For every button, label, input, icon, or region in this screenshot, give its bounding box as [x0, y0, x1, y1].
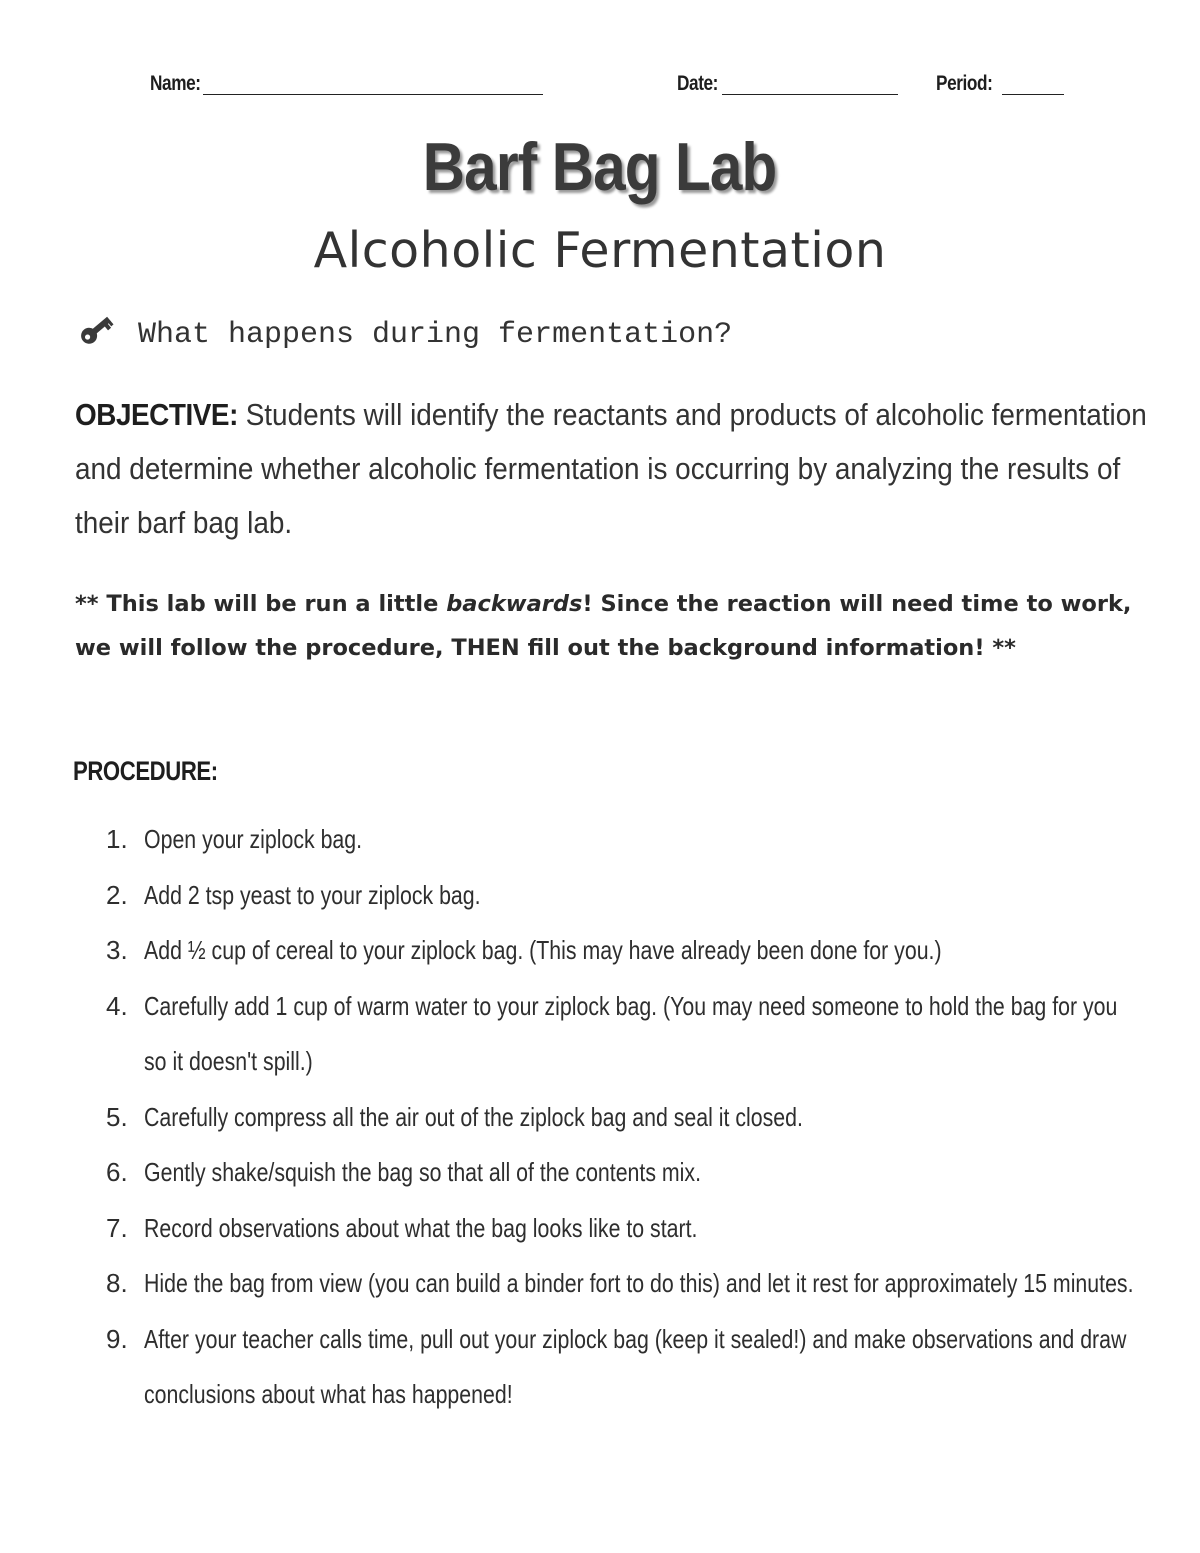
step-text: Hide the bag from view (you can build a binder fort to do this) and let it rest for approximately 15 minutes. [144, 1268, 1134, 1298]
objective-label: OBJECTIVE: [75, 397, 238, 432]
date-label: Date: [677, 72, 719, 95]
procedure-heading: PROCEDURE: [73, 756, 218, 786]
key-icon [76, 310, 116, 350]
period-blank-line[interactable] [1002, 94, 1064, 95]
step-number: 6. [106, 1157, 128, 1187]
date-blank-line[interactable] [722, 94, 898, 95]
objective-paragraph [75, 388, 1155, 550]
step-text: Carefully add 1 cup of warm water to your ziplock bag. (You may need someone to hold the bag for you so it doesn't spill.) [144, 990, 1118, 1076]
key-question: What happens during fermentation? [138, 318, 733, 352]
lab-note [75, 582, 1135, 670]
step-number: 1. [106, 824, 128, 854]
procedure-step [106, 1201, 1136, 1257]
period-label: Period: [936, 72, 993, 95]
step-number: 4. [106, 990, 128, 1021]
procedure-step [106, 923, 1136, 979]
step-number: 9. [106, 1323, 128, 1354]
page-title: Barf Bag Lab [423, 129, 777, 205]
procedure-step [106, 1256, 1136, 1312]
note-text-part1: ** This lab will be run a little [75, 591, 447, 617]
step-text: Carefully compress all the air out of the ziplock bag and seal it closed. [144, 1101, 803, 1132]
note-text-part2: ! Since the reaction will need time to work, we will follow the procedure, THEN fill out the background information! ** [75, 591, 1132, 661]
name-blank-line[interactable] [203, 94, 543, 95]
procedure-step [106, 1090, 1136, 1146]
procedure-step [106, 1145, 1136, 1201]
objective-text: Students will identify the reactants and products of alcoholic fermentation and determine whether alcoholic fermentation is occurring by analyzing the results of their barf bag lab. [75, 397, 1147, 540]
procedure-step [106, 1312, 1136, 1423]
step-text: After your teacher calls time, pull out your ziplock bag (keep it sealed!) and make observations and draw conclusions about what has happened! [144, 1323, 1127, 1409]
step-number: 3. [106, 935, 128, 965]
step-number: 5. [106, 1101, 128, 1132]
step-text: Gently shake/squish the bag so that all of the contents mix. [144, 1157, 702, 1187]
name-label: Name: [150, 72, 201, 95]
note-emphasis: backwards [446, 591, 583, 617]
step-text: Open your ziplock bag. [144, 824, 363, 854]
procedure-step [106, 979, 1136, 1090]
procedure-step [106, 868, 1136, 924]
procedure-steps [106, 812, 1136, 1423]
procedure-step [106, 812, 1136, 868]
step-text: Add ½ cup of cereal to your ziplock bag. (This may have already been done for you.) [144, 935, 942, 965]
step-number: 2. [106, 879, 128, 910]
step-number: 7. [106, 1212, 128, 1243]
step-number: 8. [106, 1268, 128, 1298]
step-text: Record observations about what the bag looks like to start. [144, 1212, 698, 1243]
page-subtitle: Alcoholic Fermentation [313, 222, 887, 279]
step-text: Add 2 tsp yeast to your ziplock bag. [144, 879, 481, 910]
